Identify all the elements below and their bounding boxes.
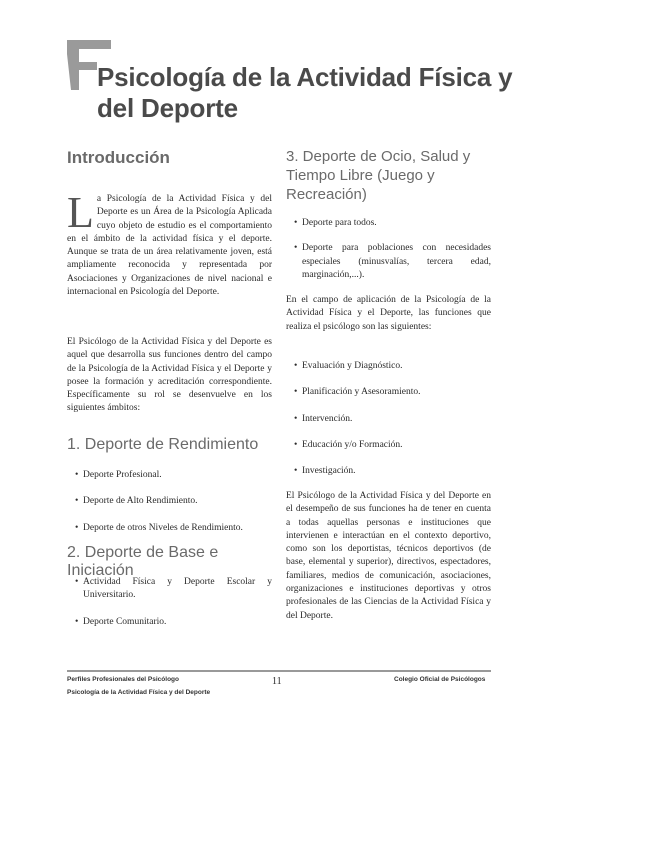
list-item: • Deporte Comunitario.	[75, 616, 272, 629]
list-item: • Deporte para todos.	[294, 217, 491, 230]
list-item: • Educación y/o Formación.	[294, 439, 491, 452]
functions-intro: En el campo de aplicación de la Psicología de la Actividad Física y el Deporte, las funciones que realiza el psicólogo son las siguientes:	[286, 295, 491, 332]
list-item: • Deporte de Alto Rendimiento.	[75, 495, 272, 508]
list-item: • Planificación y Asesoramiento.	[294, 386, 491, 399]
footer-left-2: Psicología de la Actividad Física y del Deporte	[67, 689, 211, 696]
footer-right: Colegio Oficial de Psicólogos	[394, 676, 486, 683]
intro-heading: Introducción	[67, 148, 170, 167]
drop-cap: L	[67, 188, 94, 237]
footer-rule	[67, 670, 491, 672]
section-3-list	[294, 217, 491, 282]
list-item: • Deporte de otros Niveles de Rendimiento.	[75, 522, 272, 535]
footer-left-1: Perfiles Profesionales del Psicólogo	[67, 676, 179, 683]
section-2-heading: 2. Deporte de Base e Iniciación	[67, 544, 219, 579]
section-3-heading: 3. Deporte de Ocio, Salud y Tiempo Libre (Juego y Recreación)	[286, 148, 471, 203]
functions-list	[294, 360, 491, 478]
functions-closing: El Psicólogo de la Actividad Física y del Deporte en el desempeño de sus funciones ha de tener en cuenta a todas aquellas personas e instituciones que intervienen e interactúan en el contexto deportivo, como son los deportistas, técnicos deportivos (de base, elemental y superior), directivos, espectadores, familiares, medios de comunicación, asociaciones, organizaciones e instituciones deportivas y otros profesionales de las Ciencias de la Actividad Física y del Deporte.	[286, 491, 491, 621]
section-2-list	[75, 576, 272, 629]
page-number: 11	[272, 676, 282, 687]
list-item: • Actividad Física y Deporte Escolar y Universitario.	[75, 576, 272, 603]
section-1-list	[75, 469, 272, 535]
list-item: • Investigación.	[294, 465, 491, 478]
section-1-heading: 1. Deporte de Rendimiento	[67, 436, 259, 453]
list-item: • Deporte para poblaciones con necesidades especiales (minusvalías, tercera edad, marginación,...).	[294, 242, 491, 282]
intro-paragraph-2: El Psicólogo de la Actividad Física y del Deporte es aquel que desarrolla sus funciones dentro del campo de la Psicología de la Actividad Física y el Deporte y posee la formación y acreditación correspondiente. Específicamente su rol se desenvuelve en los siguientes ámbitos:	[67, 337, 272, 414]
intro-paragraph-1	[67, 188, 272, 299]
intro-paragraph-1-text: a Psicología de la Actividad Física y del Deporte es un Área de la Psicología Aplicada cuyo objeto de estudio es el comportamiento en el ámbito de la actividad física y el deporte. Aunque se trata de un área relativamente joven, está ampliamente reconocida y representada por Asociaciones y Organizaciones de nivel nacional e internacional en Psicología del Deporte.	[67, 194, 272, 298]
list-item: • Evaluación y Diagnóstico.	[294, 360, 491, 373]
page-title: Psicología de la Actividad Física y del Deporte	[97, 62, 513, 123]
list-item: • Deporte Profesional.	[75, 469, 272, 482]
list-item: • Intervención.	[294, 413, 491, 426]
